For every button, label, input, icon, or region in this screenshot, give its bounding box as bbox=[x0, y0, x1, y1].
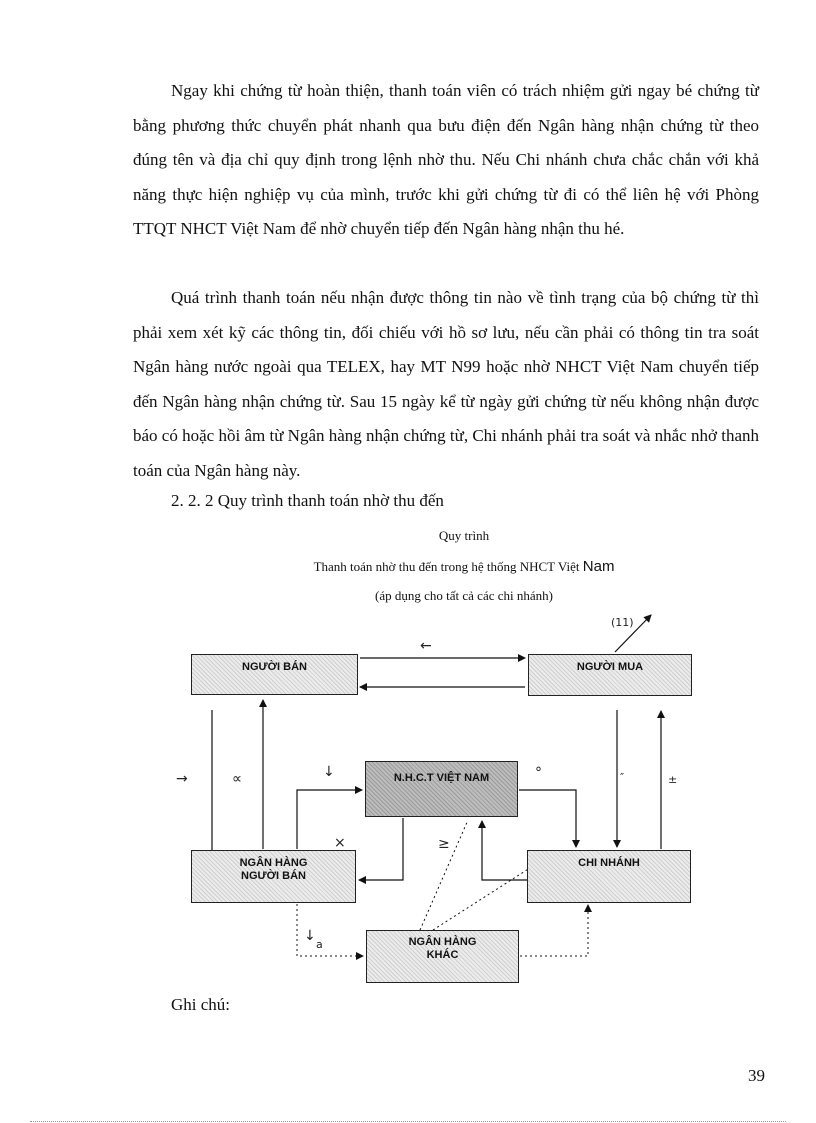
footer-divider bbox=[30, 1121, 786, 1122]
box-seller-bank-line2: NGƯỜI BÁN bbox=[241, 870, 306, 882]
diagram-title-line2-end: Nam bbox=[582, 558, 615, 575]
box-nhct-label: N.H.C.T VIỆT NAM bbox=[393, 772, 490, 784]
box-other-bank bbox=[366, 930, 519, 983]
label-top-arrow: ← bbox=[420, 638, 432, 654]
box-seller-bank-line1: NGÂN HÀNG bbox=[239, 857, 308, 869]
arrow-nhct-to-seller-bank bbox=[359, 818, 403, 880]
dotted-other-bank-to-branch-diagonal bbox=[433, 866, 533, 930]
box-nhct-vietnam bbox=[365, 761, 518, 817]
box-other-bank-line2: KHÁC bbox=[426, 949, 459, 961]
dotted-other-bank-to-branch bbox=[520, 905, 588, 956]
paragraph-sending-documents: Ngay khi chứng từ hoàn thiện, thanh toán viên có trách nhiệm gửi ngay bé chứng từ bằng phương thức chuyển phát nhanh qua bưu điện đến Ngân hàng nhận chứng từ theo đúng tên và địa chỉ quy định trong lệnh nhờ thu. Nếu Chi nhánh chưa chắc chắn với khả năng thực hiện nghiệp vụ của mình, trước khi gửi chứng từ đi có thể liên hệ với Phòng TTQT NHCT Việt Nam để nhờ chuyển tiếp đến Ngân hàng nhận thu hé. bbox=[133, 81, 759, 238]
label-plus-minus: ± bbox=[668, 773, 678, 786]
label-times: × bbox=[334, 835, 346, 851]
box-branch bbox=[527, 850, 691, 903]
label-down-arrow: ↓ bbox=[323, 764, 335, 780]
box-seller-label: NGƯỜI BÁN bbox=[242, 661, 307, 673]
arrow-seller-bank-to-nhct bbox=[297, 790, 362, 849]
diagram-title-line1: Quy trình bbox=[438, 528, 490, 543]
label-propto: ∝ bbox=[232, 771, 243, 787]
box-buyer bbox=[528, 654, 692, 696]
page-number: 39 bbox=[748, 1066, 765, 1085]
box-branch-label: CHI NHÁNH bbox=[578, 857, 640, 869]
label-down-a-arrow: ↓ bbox=[304, 928, 316, 944]
label-geq: ≥ bbox=[438, 836, 450, 852]
label-degree: ° bbox=[535, 765, 542, 781]
label-step-11: (11) bbox=[611, 616, 634, 629]
paragraph-tracking-payment: Quá trình thanh toán nếu nhận được thông tin nào về tình trạng của bộ chứng từ thì phải xem xét kỹ các thông tin, đối chiếu với hồ sơ lưu, nếu cần phải có thông tin tra soát Ngân hàng nước ngoài qua TELEX, hay MT N99 hoặc nhờ NHCT Việt Nam chuyển tiếp đến Ngân hàng nhận chứng từ. Sau 15 ngày kể từ ngày gửi chứng từ nếu không nhận được báo có hoặc hồi âm từ Ngân hàng nhận chứng từ, Chi nhánh phải tra soát và nhắc nhở thanh toán của Ngân hàng này. bbox=[133, 288, 759, 480]
diagram-title-line2-main: Thanh toán nhờ thu đến trong hệ thống NHCT Việt bbox=[313, 559, 580, 574]
box-seller-bank bbox=[191, 850, 356, 903]
label-double-prime: ″ bbox=[620, 771, 625, 784]
label-left-arrow: → bbox=[176, 771, 188, 787]
box-buyer-label: NGƯỜI MUA bbox=[576, 661, 644, 673]
note-label: Ghi chú: bbox=[171, 995, 231, 1014]
box-other-bank-line1: NGÂN HÀNG bbox=[408, 936, 477, 948]
arrow-branch-to-nhct bbox=[482, 821, 527, 880]
box-seller bbox=[191, 654, 358, 695]
arrow-nhct-to-branch bbox=[519, 790, 576, 847]
label-down-a-letter: a bbox=[316, 938, 323, 951]
diagram-title-line3: (áp dụng cho tất cả các chi nhánh) bbox=[375, 588, 553, 603]
section-heading: 2. 2. 2 Quy trình thanh toán nhờ thu đến bbox=[171, 491, 444, 510]
